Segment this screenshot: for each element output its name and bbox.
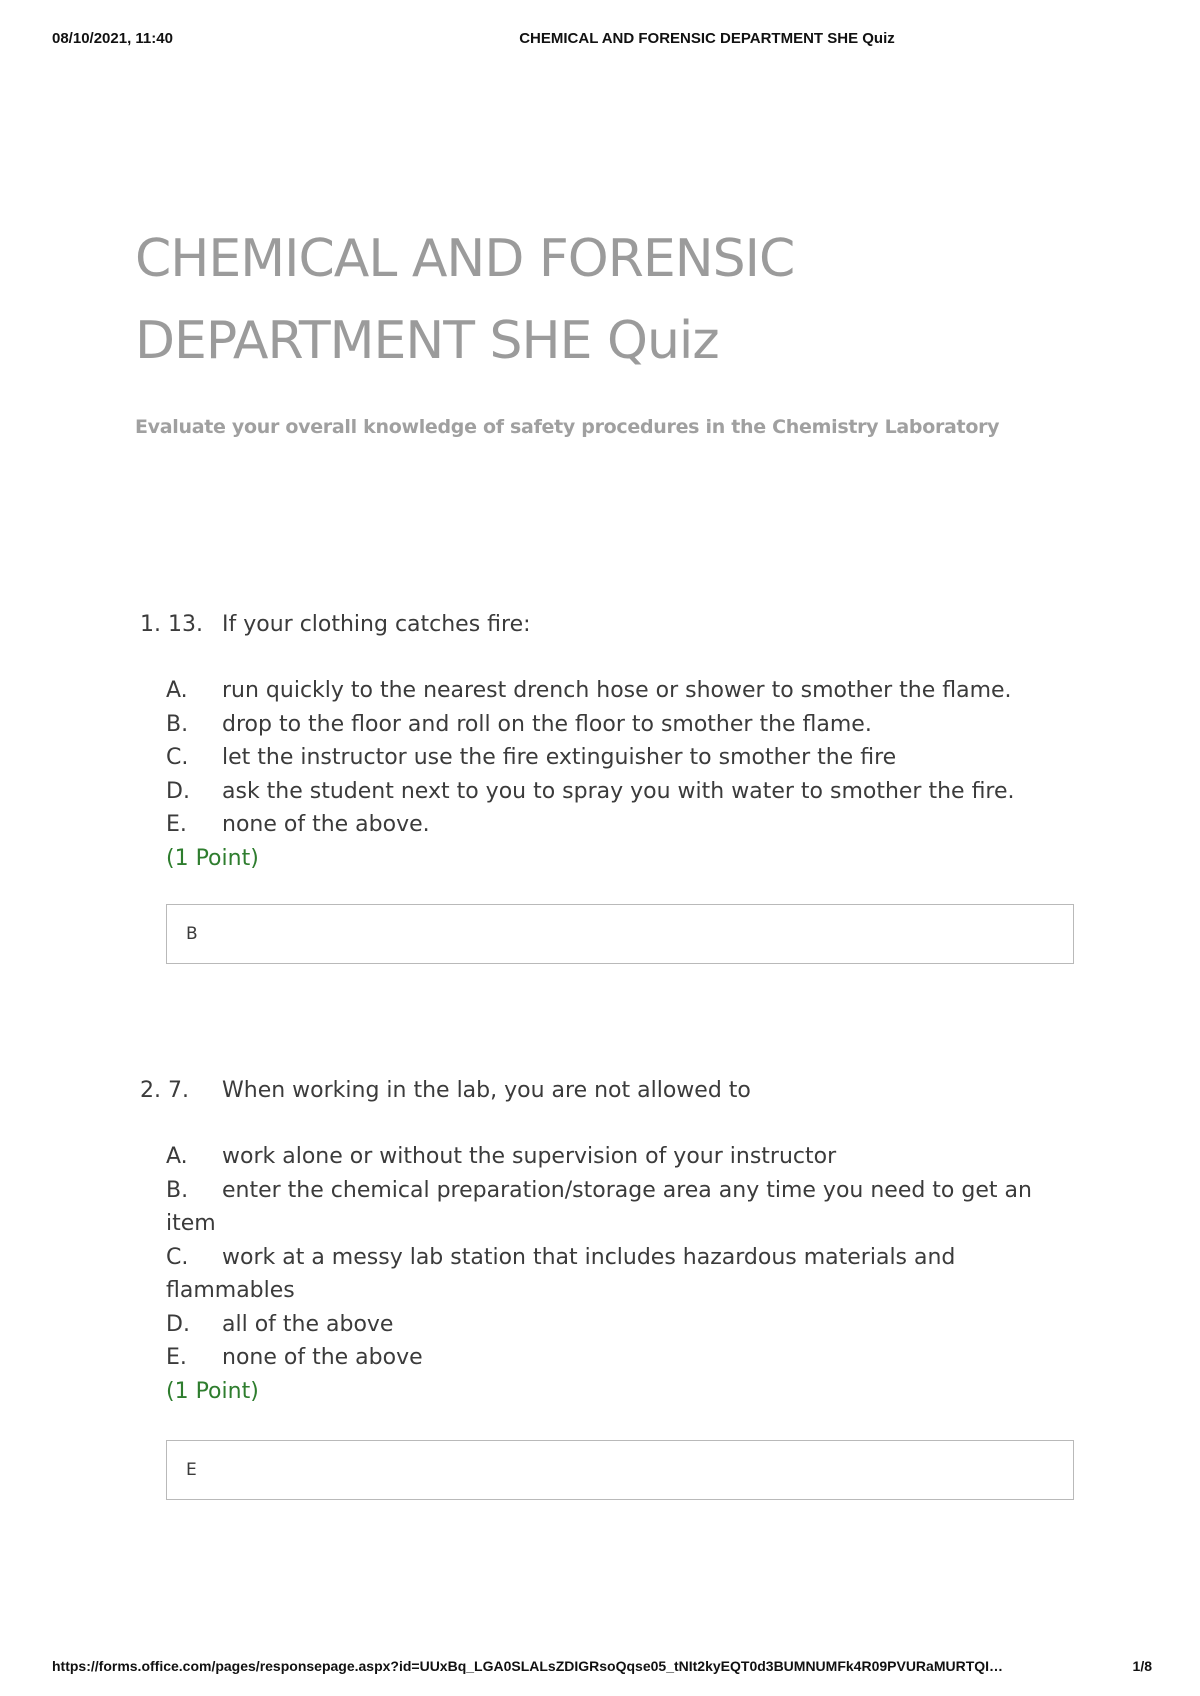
form-title xyxy=(135,218,1035,382)
question-options xyxy=(140,674,1080,842)
option-c xyxy=(166,741,1080,775)
option-letter: C. xyxy=(166,1244,189,1270)
question-2 xyxy=(140,1074,1080,1408)
option-letter: D. xyxy=(166,1311,190,1337)
question-text: When working in the lab, you are not allowed to xyxy=(222,1078,751,1103)
option-letter: E. xyxy=(166,1345,187,1370)
option-letter: A. xyxy=(166,678,188,703)
question-number: 1. 13. xyxy=(140,612,203,637)
print-page-title: CHEMICAL AND FORENSIC DEPARTMENT SHE Quiz xyxy=(519,30,895,47)
question-header xyxy=(140,1074,1080,1108)
print-url: https://forms.office.com/pages/responsepage.aspx?id=UUxBq_LGA0SLALsZDIGRsoQqse05_tNIt2kyEQT0d3BUMNUMFk4R09PVURaMURTQI… xyxy=(52,1658,1004,1674)
option-a xyxy=(166,1140,1080,1174)
option-text: work at a messy lab station that includes hazardous materials and flammables xyxy=(166,1244,956,1303)
option-text: run quickly to the nearest drench hose or shower to smother the flame. xyxy=(222,678,1012,703)
option-text: all of the above xyxy=(222,1311,394,1337)
option-text: none of the above. xyxy=(222,812,430,837)
option-text: drop to the floor and roll on the floor to smother the flame. xyxy=(222,711,872,737)
option-letter: A. xyxy=(166,1144,188,1169)
option-e xyxy=(166,808,1080,842)
form-subtitle: Evaluate your overall knowledge of safety procedures in the Chemistry Laboratory xyxy=(135,416,1000,438)
print-footer xyxy=(52,1658,1152,1678)
option-text: ask the student next to you to spray you with water to smother the fire. xyxy=(222,778,1015,804)
option-text: enter the chemical preparation/storage area any time you need to get an item xyxy=(166,1177,1032,1236)
option-b xyxy=(166,1174,1080,1241)
option-text: work alone or without the supervision of your instructor xyxy=(222,1144,837,1169)
option-a xyxy=(166,674,1080,708)
option-e xyxy=(166,1341,1080,1375)
option-text: none of the above xyxy=(222,1345,423,1370)
question-text: If your clothing catches fire: xyxy=(222,612,531,637)
print-header xyxy=(52,30,1148,50)
option-d xyxy=(166,775,1080,809)
option-c xyxy=(166,1241,1080,1308)
option-letter: D. xyxy=(166,778,190,804)
print-datetime: 08/10/2021, 11:40 xyxy=(52,30,173,47)
question-points: (1 Point) xyxy=(166,1378,259,1404)
option-letter: E. xyxy=(166,812,187,837)
form-title-line-2: DEPARTMENT SHE Quiz xyxy=(135,311,719,371)
question-1 xyxy=(140,608,1080,875)
question-options xyxy=(140,1140,1080,1375)
question-points: (1 Point) xyxy=(166,845,259,871)
page-number: 1/8 xyxy=(1132,1658,1152,1674)
option-b xyxy=(166,708,1080,742)
answer-field-1[interactable]: B xyxy=(166,904,1074,964)
option-letter: B. xyxy=(166,711,189,737)
question-number: 2. 7. xyxy=(140,1078,189,1103)
option-text: let the instructor use the fire extinguisher to smother the fire xyxy=(222,745,897,770)
option-letter: B. xyxy=(166,1177,189,1203)
question-header xyxy=(140,608,1080,642)
form-title-line-1: CHEMICAL AND FORENSIC xyxy=(135,229,795,289)
option-letter: C. xyxy=(166,745,189,770)
option-d xyxy=(166,1308,1080,1342)
answer-field-2[interactable]: E xyxy=(166,1440,1074,1500)
